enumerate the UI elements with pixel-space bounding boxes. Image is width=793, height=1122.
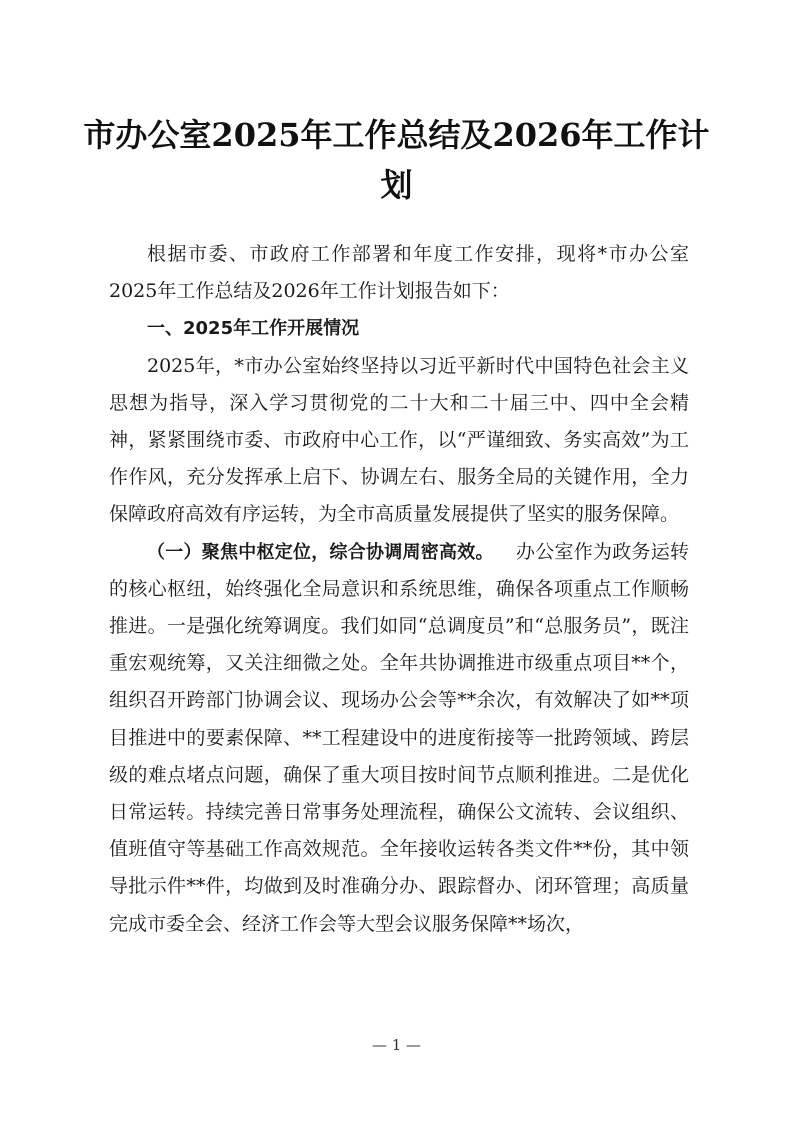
page-number: — 1 — (371, 1036, 422, 1054)
section-heading: 一、2025年工作开展情况 (147, 318, 360, 340)
document-title: 市办公室2025年工作总结及2026年工作计划 (83, 116, 710, 204)
subsection-lead: （一）聚焦中枢定位，综合协调周密高效。 (147, 541, 494, 563)
subsection-paragraph (109, 534, 689, 943)
document-body (109, 236, 689, 943)
subsection-body: 办公室作为政务运转的核心枢纽，始终强化全局意识和系统思维，确保各项重点工作顺畅推进。一是强化统筹调度。我们如同“总调度员”和“总服务员”，既注重宏观统筹，又关注细微之处。全年共协调推进市级重点项目**个，组织召开跨部门协调会议、现场办公会等**余次，有效解决了如**项目推进中的要素保障、**工程建设中的进度衔接等一批跨领域、跨层级的难点堵点问题，确保了重大项目按时间节点顺利推进。二是优化日常运转。持续完善日常事务处理流程，确保公文流转、会议组织、值班值守等基础工作高效规范。全年接收运转各类文件**份，其中领导批示件**件，均做到及时准确分办、跟踪督办、闭环管理；高质量完成市委全会、经济工作会等大型会议服务保障**场次， (109, 540, 689, 935)
intro-paragraph: 根据市委、市政府工作部署和年度工作安排，现将*市办公室2025年工作总结及2026年工作计划报告如下： (109, 243, 689, 303)
section-paragraph: 2025年，*市办公室始终坚持以习近平新时代中国特色社会主义思想为指导，深入学习贯彻党的二十大和二十届三中、四中全会精神，紧紧围绕市委、市政府中心工作，以“严谨细致、务实高效”为工作作风，充分发挥承上启下、协调左右、服务全局的关键作用，全力保障政府高效有序运转，为全市高质量发展提供了坚实的服务保障。 (109, 354, 689, 526)
